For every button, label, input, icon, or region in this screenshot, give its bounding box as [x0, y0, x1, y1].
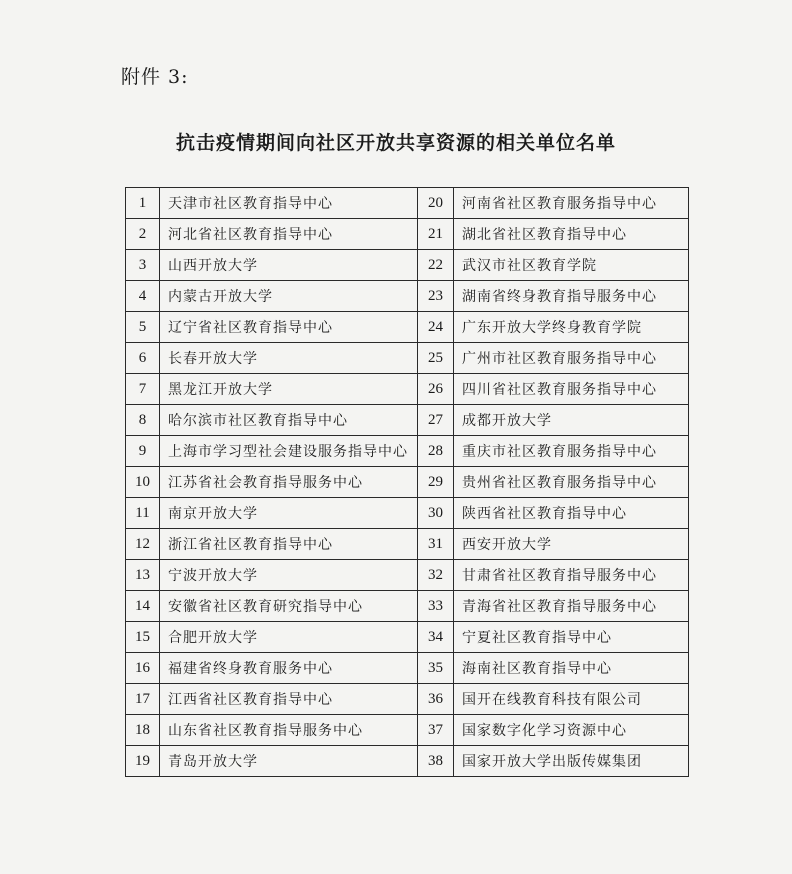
unit-name-right: 广东开放大学终身教育学院	[454, 312, 689, 343]
unit-name-left: 福建省终身教育服务中心	[160, 653, 418, 684]
table-row	[126, 622, 689, 653]
table-row	[126, 684, 689, 715]
table-row	[126, 715, 689, 746]
row-number-right: 36	[418, 684, 454, 715]
row-number-right: 23	[418, 281, 454, 312]
unit-name-right: 武汉市社区教育学院	[454, 250, 689, 281]
row-number-left: 6	[126, 343, 160, 374]
unit-name-right: 重庆市社区教育服务指导中心	[454, 436, 689, 467]
unit-list-body	[126, 188, 689, 777]
row-number-right: 33	[418, 591, 454, 622]
unit-name-left: 天津市社区教育指导中心	[160, 188, 418, 219]
unit-name-left: 长春开放大学	[160, 343, 418, 374]
unit-name-right: 甘肃省社区教育指导服务中心	[454, 560, 689, 591]
table-row	[126, 498, 689, 529]
row-number-left: 15	[126, 622, 160, 653]
row-number-left: 1	[126, 188, 160, 219]
row-number-right: 37	[418, 715, 454, 746]
unit-name-right: 国家开放大学出版传媒集团	[454, 746, 689, 777]
table-row	[126, 219, 689, 250]
table-row	[126, 653, 689, 684]
unit-name-left: 浙江省社区教育指导中心	[160, 529, 418, 560]
row-number-left: 4	[126, 281, 160, 312]
unit-name-right: 湖南省终身教育指导服务中心	[454, 281, 689, 312]
table-row	[126, 436, 689, 467]
unit-name-right: 西安开放大学	[454, 529, 689, 560]
row-number-left: 13	[126, 560, 160, 591]
unit-name-left: 合肥开放大学	[160, 622, 418, 653]
row-number-left: 2	[126, 219, 160, 250]
row-number-left: 16	[126, 653, 160, 684]
row-number-left: 12	[126, 529, 160, 560]
row-number-right: 26	[418, 374, 454, 405]
row-number-right: 25	[418, 343, 454, 374]
unit-name-left: 河北省社区教育指导中心	[160, 219, 418, 250]
table-row	[126, 746, 689, 777]
row-number-right: 24	[418, 312, 454, 343]
row-number-left: 17	[126, 684, 160, 715]
row-number-left: 8	[126, 405, 160, 436]
table-row	[126, 591, 689, 622]
table-row	[126, 560, 689, 591]
unit-name-right: 陕西省社区教育指导中心	[454, 498, 689, 529]
unit-name-right: 河南省社区教育服务指导中心	[454, 188, 689, 219]
unit-name-right: 广州市社区教育服务指导中心	[454, 343, 689, 374]
unit-name-right: 青海省社区教育指导服务中心	[454, 591, 689, 622]
table-row	[126, 281, 689, 312]
row-number-left: 18	[126, 715, 160, 746]
table-row	[126, 405, 689, 436]
row-number-right: 38	[418, 746, 454, 777]
unit-name-left: 江西省社区教育指导中心	[160, 684, 418, 715]
table-row	[126, 250, 689, 281]
unit-name-left: 哈尔滨市社区教育指导中心	[160, 405, 418, 436]
unit-name-right: 国开在线教育科技有限公司	[454, 684, 689, 715]
row-number-right: 29	[418, 467, 454, 498]
attachment-label: 附件 3:	[121, 66, 189, 88]
row-number-left: 3	[126, 250, 160, 281]
unit-name-left: 宁波开放大学	[160, 560, 418, 591]
unit-name-right: 国家数字化学习资源中心	[454, 715, 689, 746]
unit-name-right: 成都开放大学	[454, 405, 689, 436]
unit-list-table	[125, 187, 689, 777]
row-number-right: 30	[418, 498, 454, 529]
table-row	[126, 312, 689, 343]
row-number-right: 32	[418, 560, 454, 591]
row-number-left: 19	[126, 746, 160, 777]
row-number-right: 21	[418, 219, 454, 250]
unit-name-left: 山西开放大学	[160, 250, 418, 281]
unit-name-left: 南京开放大学	[160, 498, 418, 529]
unit-name-right: 海南社区教育指导中心	[454, 653, 689, 684]
row-number-right: 20	[418, 188, 454, 219]
row-number-right: 35	[418, 653, 454, 684]
document-title: 抗击疫情期间向社区开放共享资源的相关单位名单	[175, 132, 616, 154]
row-number-left: 7	[126, 374, 160, 405]
unit-name-left: 辽宁省社区教育指导中心	[160, 312, 418, 343]
unit-name-right: 贵州省社区教育服务指导中心	[454, 467, 689, 498]
row-number-right: 31	[418, 529, 454, 560]
row-number-right: 22	[418, 250, 454, 281]
row-number-left: 14	[126, 591, 160, 622]
row-number-right: 27	[418, 405, 454, 436]
unit-name-left: 江苏省社会教育指导服务中心	[160, 467, 418, 498]
unit-name-right: 宁夏社区教育指导中心	[454, 622, 689, 653]
row-number-right: 28	[418, 436, 454, 467]
table-row	[126, 188, 689, 219]
row-number-left: 5	[126, 312, 160, 343]
unit-name-right: 四川省社区教育服务指导中心	[454, 374, 689, 405]
table-row	[126, 343, 689, 374]
row-number-left: 10	[126, 467, 160, 498]
unit-name-left: 安徽省社区教育研究指导中心	[160, 591, 418, 622]
unit-name-left: 山东省社区教育指导服务中心	[160, 715, 418, 746]
unit-name-left: 青岛开放大学	[160, 746, 418, 777]
unit-name-left: 内蒙古开放大学	[160, 281, 418, 312]
table-row	[126, 529, 689, 560]
table-row	[126, 374, 689, 405]
unit-name-left: 上海市学习型社会建设服务指导中心	[160, 436, 418, 467]
unit-name-right: 湖北省社区教育指导中心	[454, 219, 689, 250]
row-number-right: 34	[418, 622, 454, 653]
unit-name-left: 黑龙江开放大学	[160, 374, 418, 405]
row-number-left: 11	[126, 498, 160, 529]
row-number-left: 9	[126, 436, 160, 467]
table-row	[126, 467, 689, 498]
